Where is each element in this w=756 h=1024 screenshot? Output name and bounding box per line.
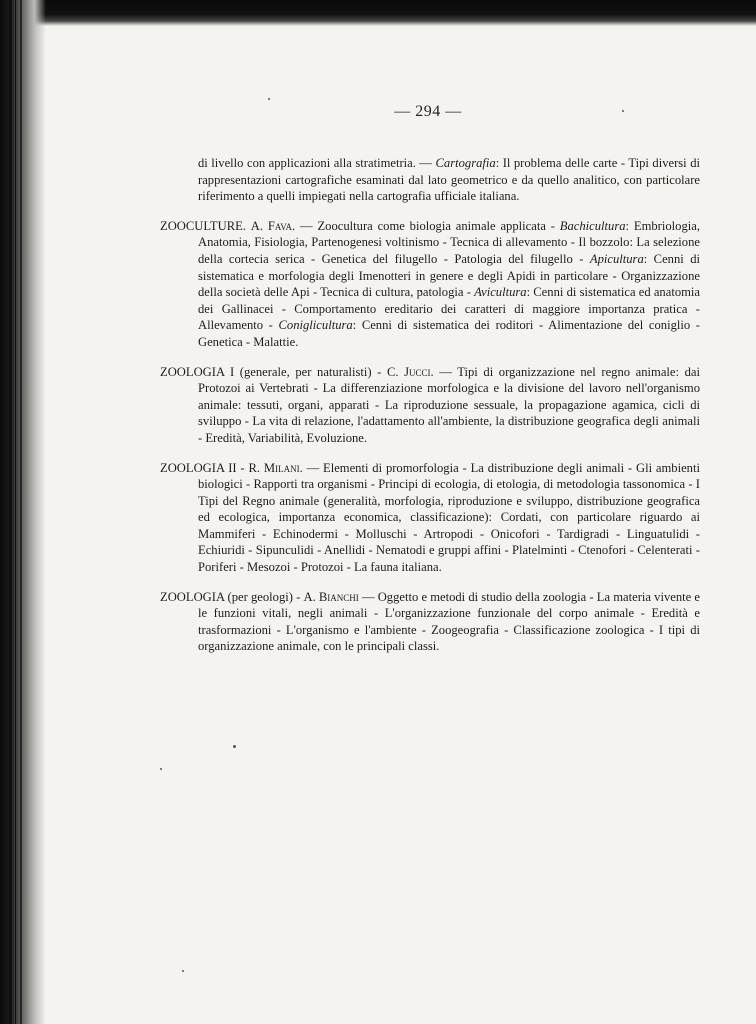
text-segment: di livello con applicazioni alla stratimetria. — bbox=[198, 156, 436, 170]
text-segment: — Oggetto e metodi di studio della zoologia - La materia vivente e le funzioni vitali, negli animali - L'organizzazione funzionale del corpo animale - Eredità e trasformazioni - L'organismo e l'ambiente - Zoogeografia - Classificazione zoologica - I tipi di organizzazione animale, con le principali classi. bbox=[198, 589, 700, 654]
dust-speck bbox=[182, 970, 184, 972]
text-segment: — Elementi di promorfologia - La distribuzione degli animali - Gli ambienti biologici - Rapporti tra organismi - Principi di ecologia, di etologia, di metodologia tassonomica - I Tipi del Regno animale (generalità, morfologia, riproduzione e sviluppo, distribuzione geografica ed ecologica, importanza economica, classificazione): Cordati, con particolare riguardo ai Mammiferi - Echinodermi - Molluschi - Artropodi - Onicofori - Tardigradi - Linguatulidi - Echiuridi - Sipunculidi - Anellidi - Nematodi e gruppi affini - Platelminti - Ctenofori - Celenterati - Poriferi - Mesozoi - Protozoi - La fauna italiana. bbox=[198, 460, 700, 575]
topic-italic: Coniglicultura bbox=[278, 318, 353, 333]
text-segment: : Cenni di sistematica e morfologia degli Imenotteri in genere e degli Apidi in particolare - Organizzazione della società delle Api - Tecnica di cultura, patologia - bbox=[198, 251, 700, 300]
dust-speck bbox=[268, 98, 270, 100]
course-title: ZOOLOGIA (per geologi) - bbox=[160, 589, 301, 604]
text-segment: : Cenni di sistematica dei roditori - Alimentazione del coniglio - Genetica - Malattie. bbox=[198, 318, 700, 349]
topic-italic: Avicultura bbox=[474, 285, 527, 300]
course-entry-zoologia-1 bbox=[160, 364, 700, 447]
text-segment: — Zoocultura come biologia animale applicata - bbox=[295, 218, 560, 233]
text-segment: : Il problema delle carte - Tipi diversi di rappresentazioni cartografiche esaminati dal lato geometrico e da quello analitico, con particolare riferimento a quelli impiegati nella cartografia ufficiale italiana. bbox=[198, 156, 700, 204]
course-entry-zoologia-geologi bbox=[160, 589, 700, 655]
page-number: — 294 — bbox=[394, 103, 462, 120]
continuation-paragraph bbox=[160, 155, 700, 205]
topic-italic: Cartografia bbox=[435, 156, 496, 170]
course-list bbox=[160, 155, 700, 668]
text-segment: : Cenni di sistematica ed anatomia dei Gallinacei - Comportamento ereditario dei caratteri di maggiore importanza pratica - Allevamento - bbox=[198, 285, 700, 333]
dust-speck bbox=[160, 768, 162, 770]
course-entry-zoocolture bbox=[160, 218, 700, 351]
text-segment: — Tipi di organizzazione nel regno animale: dai Protozoi ai Vertebrati - La differenziazione morfologica e la divisione del lavoro nell'organismo animale: tessuti, organi, apparati - La riproduzione sessuale, la propagazione agamica, cicli di sviluppo - La vita di relazione, l'adattamento all'ambiente, la distribuzione geografica degli animali - Eredità, Variabilità, Evoluzione. bbox=[198, 364, 700, 445]
dust-speck bbox=[233, 745, 236, 748]
course-entry-zoologia-2 bbox=[160, 460, 700, 576]
course-title: ZOOLOGIA II - bbox=[160, 460, 245, 475]
text-segment: : Embriologia, Anatomia, Fisiologia, Partenogenesi voltinismo - Tecnica di allevamento - Il bozzolo: La selezione della cortecia serica - Genetica del filugello - Patologia del filugello - bbox=[198, 218, 700, 266]
course-author: R. Milani. bbox=[248, 460, 303, 475]
topic-italic: Apicultura bbox=[589, 251, 644, 266]
course-author: C. Jucci. bbox=[386, 364, 434, 379]
scan-shadow-top bbox=[0, 0, 756, 26]
course-title: ZOOCULTURE. bbox=[160, 218, 246, 233]
course-title: ZOOLOGIA I (generale, per naturalisti) - bbox=[160, 364, 382, 379]
course-author: A. Fava. bbox=[250, 218, 296, 233]
course-author: A. Bianchi bbox=[303, 589, 359, 604]
topic-italic: Bachicultura bbox=[559, 218, 626, 233]
scan-shadow-left bbox=[0, 0, 46, 1024]
